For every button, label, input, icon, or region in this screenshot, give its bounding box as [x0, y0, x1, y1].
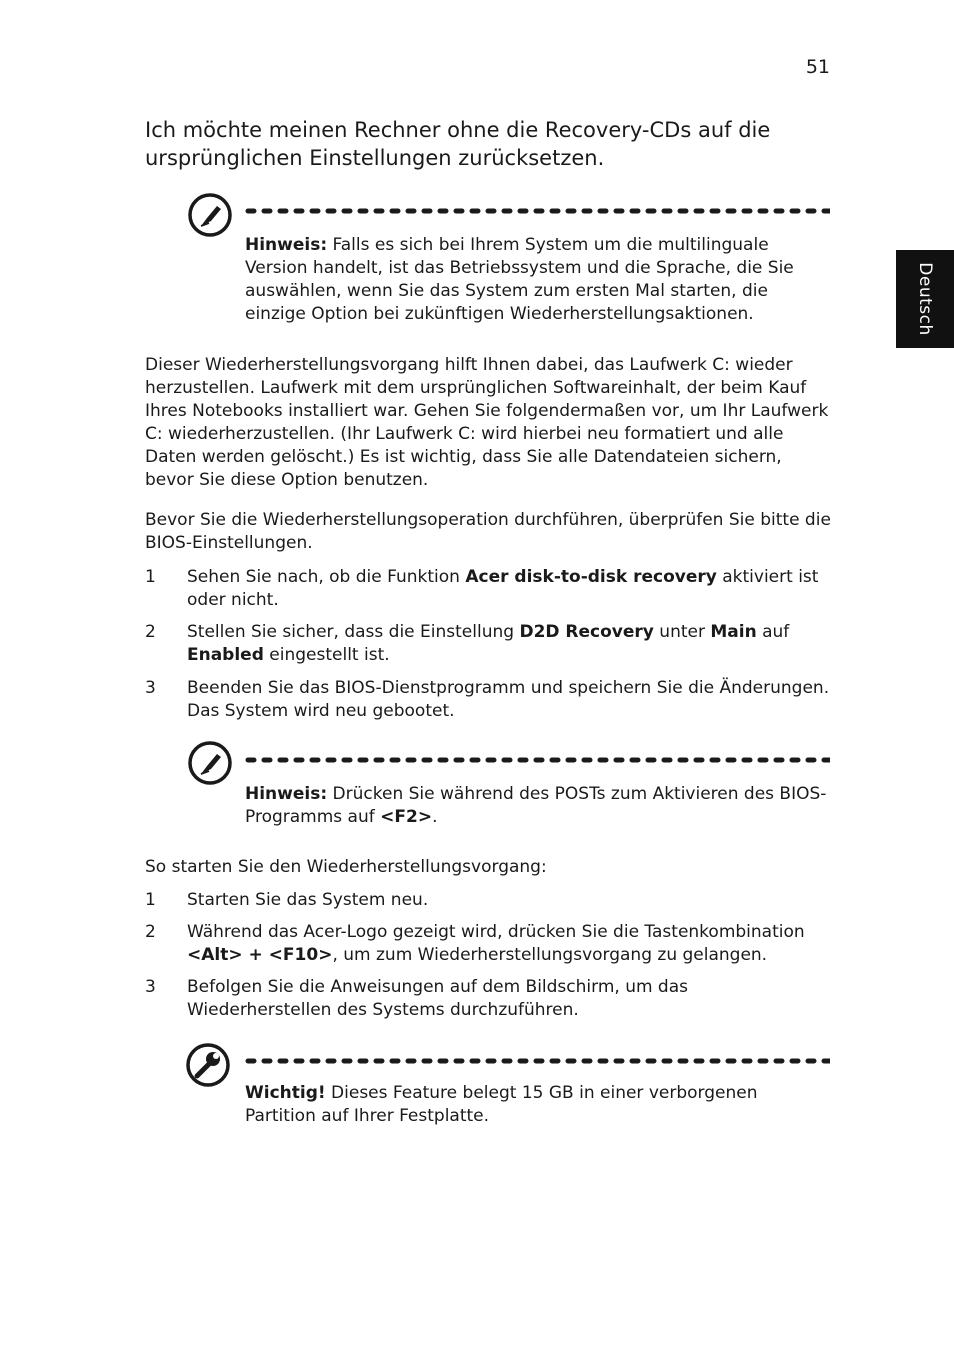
list-item [145, 976, 835, 1022]
note-divider [245, 208, 830, 214]
note-divider [245, 1058, 830, 1064]
note-label: Hinweis: [245, 235, 328, 255]
note-text [245, 234, 830, 326]
note-divider [245, 757, 830, 763]
list-number: 2 [145, 622, 156, 642]
note-body: Dieses Feature belegt 15 GB in einer verborgenen Partition auf Ihrer Festplatte. [245, 1083, 758, 1126]
page-number: 51 [805, 56, 830, 78]
list-text: Während das Acer-Logo gezeigt wird, drücken Sie die Tastenkombination <Alt> + <F10>, um zum Wiederherstellungsvorgang zu gelangen. [187, 922, 805, 965]
language-tab-label: Deutsch [915, 262, 935, 336]
key-combo: <Alt> + <F10> [187, 945, 333, 965]
list-text: Befolgen Sie die Anweisungen auf dem Bildschirm, um das Wiederherstellen des Systems durchzuführen. [187, 977, 688, 1020]
list-number: 3 [145, 977, 156, 997]
list-number: 1 [145, 567, 156, 587]
list-text: Stellen Sie sicher, dass die Einstellung D2D Recovery unter Main auf Enabled eingestellt ist. [187, 622, 790, 665]
note-label: Wichtig! [245, 1083, 326, 1103]
list-number: 1 [145, 890, 156, 910]
term: Main [710, 622, 757, 642]
term: D2D Recovery [519, 622, 654, 642]
wrench-important-icon [185, 1042, 231, 1088]
pen-note-icon [187, 192, 233, 238]
list-text: Beenden Sie das BIOS-Dienstprogramm und speichern Sie die Änderungen. Das System wird neu gebootet. [187, 678, 830, 721]
term: Enabled [187, 645, 264, 665]
note-text: Hinweis: Drücken Sie während des POSTs zum Aktivieren des BIOS-Programms auf <F2>. [245, 784, 827, 827]
note-label: Hinweis: [245, 784, 328, 804]
key-combo: <F2> [380, 807, 433, 827]
term: Acer disk-to-disk recovery [465, 567, 717, 587]
note-body: Falls es sich bei Ihrem System um die multilinguale Version handelt, ist das Betriebssystem und die Sprache, die Sie auswählen, wenn Sie das System zum ersten Mal starten, die einzige Option bei zukünftigen Wiederherstellungsaktionen. [245, 235, 794, 324]
language-tab [896, 250, 954, 348]
list-item [145, 566, 835, 612]
paragraph: Bevor Sie die Wiederherstellungsoperation durchführen, überprüfen Sie bitte die BIOS-Einstellungen. [145, 510, 831, 553]
list-item [145, 677, 835, 723]
list-number: 3 [145, 678, 156, 698]
paragraph: So starten Sie den Wiederherstellungsvorgang: [145, 857, 547, 877]
list-item [145, 889, 835, 912]
section-heading: Ich möchte meinen Rechner ohne die Recovery-CDs auf die ursprünglichen Einstellungen zurücksetzen. [145, 118, 771, 170]
note-text [245, 1082, 830, 1128]
paragraph: Dieser Wiederherstellungsvorgang hilft Ihnen dabei, das Laufwerk C: wieder herzustellen. Laufwerk mit dem ursprünglichen Softwareinhalt, der beim Kauf Ihres Notebooks installiert war. Gehen Sie folgendermaßen vor, um Ihr Laufwerk C: wiederherzustellen. (Ihr Laufwerk C: wird hierbei neu formatiert und alle Daten werden gelöscht.) Es ist wichtig, dass Sie alle Datendateien sichern, bevor Sie diese Option benutzen. [145, 355, 829, 490]
list-item [145, 621, 835, 667]
list-text: Starten Sie das System neu. [187, 890, 429, 910]
list-text: Sehen Sie nach, ob die Funktion Acer disk-to-disk recovery aktiviert ist oder nicht. [187, 567, 819, 610]
list-item [145, 921, 835, 967]
list-number: 2 [145, 922, 156, 942]
pen-note-icon [187, 740, 233, 786]
